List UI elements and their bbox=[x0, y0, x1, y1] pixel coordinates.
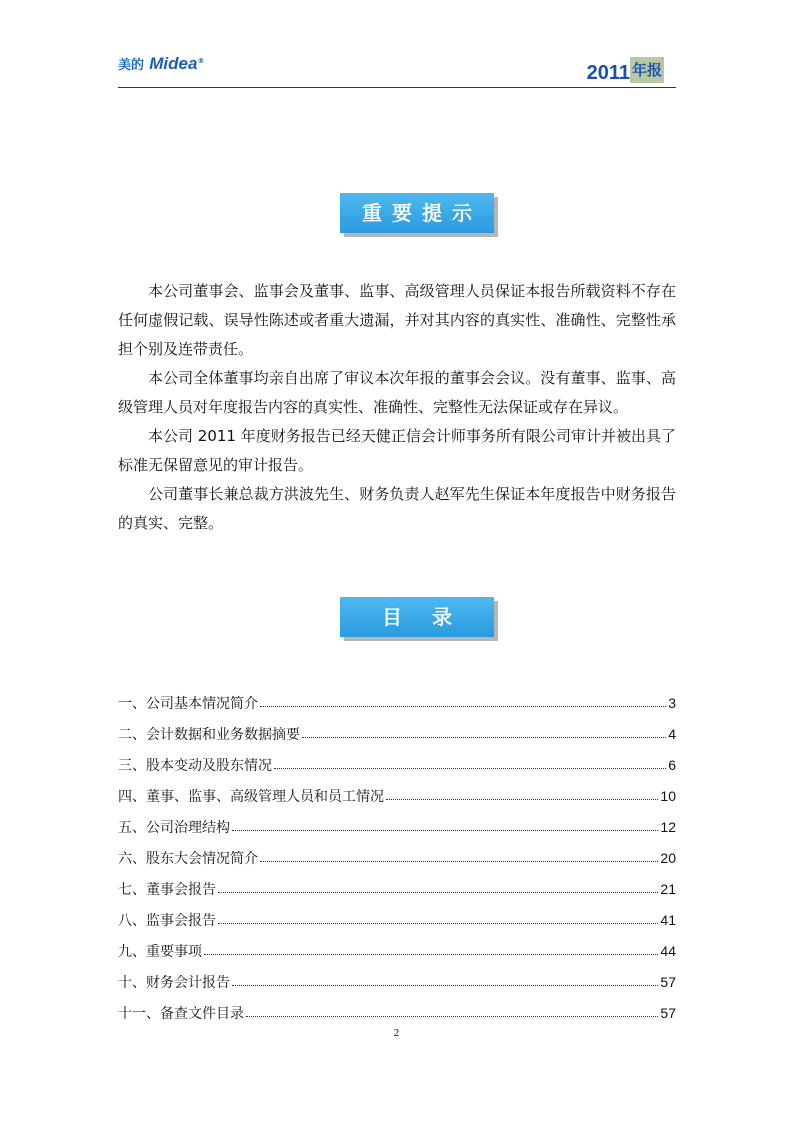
toc-item-page: 41 bbox=[660, 911, 676, 928]
toc-leader bbox=[218, 923, 658, 924]
toc-item-label: 四、董事、监事、高级管理人员和员工情况 bbox=[118, 788, 384, 805]
toc-item[interactable] bbox=[118, 811, 676, 842]
toc-item-label: 五、公司治理结构 bbox=[118, 819, 230, 836]
notice-body bbox=[118, 277, 676, 538]
toc-item-page: 21 bbox=[660, 880, 676, 897]
toc-item-page: 4 bbox=[668, 725, 676, 742]
toc-item-page: 20 bbox=[660, 849, 676, 866]
toc-item-label: 十一、备查文件目录 bbox=[118, 1005, 244, 1022]
toc-item[interactable] bbox=[118, 997, 676, 1028]
page-number: 2 bbox=[393, 1027, 400, 1039]
notice-paragraph: 公司董事长兼总裁方洪波先生、财务负责人赵军先生保证本年度报告中财务报告的真实、完整。 bbox=[118, 485, 676, 532]
toc-leader bbox=[232, 830, 658, 831]
toc-leader bbox=[274, 768, 666, 769]
toc-item-page: 10 bbox=[660, 787, 676, 804]
toc-item[interactable] bbox=[118, 904, 676, 935]
toc-item[interactable] bbox=[118, 687, 676, 718]
toc-item-label: 六、股东大会情况简介 bbox=[118, 850, 258, 867]
toc-item[interactable] bbox=[118, 935, 676, 966]
toc-item[interactable] bbox=[118, 780, 676, 811]
toc-leader bbox=[246, 1016, 658, 1017]
toc-item-label: 八、监事会报告 bbox=[118, 912, 216, 929]
toc-item-label: 十、财务会计报告 bbox=[118, 974, 230, 991]
toc-leader bbox=[260, 706, 666, 707]
logo-cn: 美的 bbox=[118, 58, 145, 73]
table-of-contents bbox=[118, 687, 676, 1028]
report-year: 2011 bbox=[586, 62, 630, 84]
toc-item[interactable] bbox=[118, 842, 676, 873]
toc-title bbox=[340, 597, 494, 637]
toc-item-page: 12 bbox=[660, 818, 676, 835]
toc-item-label: 二、会计数据和业务数据摘要 bbox=[118, 726, 300, 743]
toc-leader bbox=[204, 954, 658, 955]
toc-leader bbox=[232, 985, 658, 986]
toc-item-page: 57 bbox=[660, 973, 676, 990]
toc-leader bbox=[386, 799, 658, 800]
header-rule bbox=[118, 87, 676, 88]
notice-paragraph: 本公司董事会、监事会及董事、监事、高级管理人员保证本报告所载资料不存在任何虚假记载、误导性陈述或者重大遗漏，并对其内容的真实性、准确性、完整性承担个别及连带责任。 bbox=[118, 282, 676, 358]
toc-item-label: 三、股本变动及股东情况 bbox=[118, 757, 272, 774]
toc-item-label: 七、董事会报告 bbox=[118, 881, 216, 898]
annual-report-tag: 年报 bbox=[630, 57, 664, 83]
toc-title-text: 目录 bbox=[382, 605, 482, 629]
toc-item[interactable] bbox=[118, 718, 676, 749]
important-notice-title-text: 重要提示 bbox=[362, 201, 482, 225]
toc-item-label: 九、重要事项 bbox=[118, 943, 202, 960]
toc-item-page: 3 bbox=[668, 694, 676, 711]
toc-leader bbox=[260, 861, 658, 862]
page-header bbox=[118, 48, 676, 88]
logo-en: Midea bbox=[149, 54, 198, 73]
toc-item[interactable] bbox=[118, 873, 676, 904]
toc-leader bbox=[218, 892, 658, 893]
toc-item[interactable] bbox=[118, 749, 676, 780]
midea-logo bbox=[118, 54, 204, 74]
toc-leader bbox=[302, 737, 666, 738]
toc-item-page: 44 bbox=[660, 942, 676, 959]
notice-paragraph: 本公司 2011 年度财务报告已经天健正信会计师事务所有限公司审计并被出具了标准无保留意见的审计报告。 bbox=[118, 427, 676, 474]
toc-item-page: 6 bbox=[668, 756, 676, 773]
toc-item-label: 一、公司基本情况简介 bbox=[118, 695, 258, 712]
important-notice-title bbox=[340, 193, 494, 233]
logo-reg: ® bbox=[197, 57, 205, 65]
notice-paragraph: 本公司全体董事均亲自出席了审议本次年报的董事会会议。没有董事、监事、高级管理人员对年度报告内容的真实性、准确性、完整性无法保证或存在异议。 bbox=[118, 369, 676, 416]
toc-item[interactable] bbox=[118, 966, 676, 997]
toc-item-page: 57 bbox=[660, 1004, 676, 1021]
